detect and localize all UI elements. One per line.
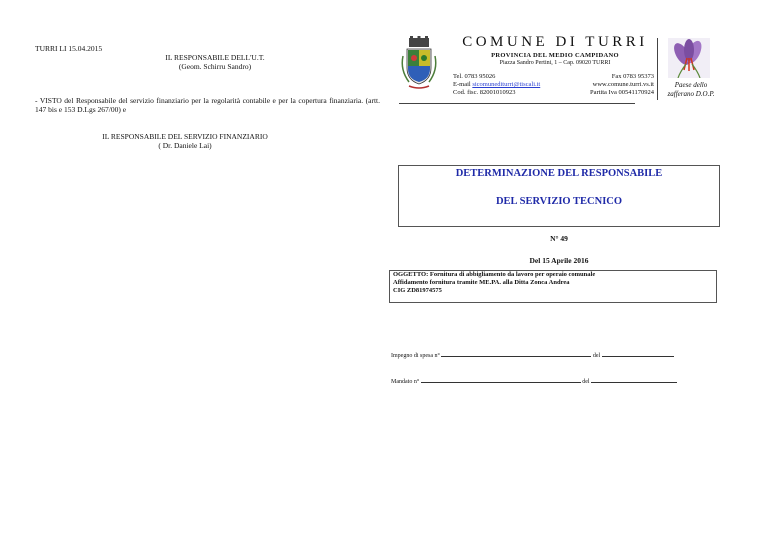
contact-left-block	[453, 73, 573, 97]
determinazione-number: N° 49	[550, 234, 568, 243]
impegno-line	[391, 350, 674, 359]
determinazione-title-line-1: DETERMINAZIONE DEL RESPONSABILE	[455, 168, 663, 179]
paese-zafferano-caption	[660, 81, 722, 99]
impegno-number-blank[interactable]	[441, 350, 591, 357]
responsabile-ut-name: (Geom. Schirru Sandro)	[178, 62, 252, 71]
determinazione-date: Del 15 Aprile 2016	[529, 256, 589, 265]
paese-line-2: zafferano D.O.P.	[667, 90, 715, 98]
mandato-del-label: del	[582, 379, 590, 385]
determinazione-title-line-2: DEL SERVIZIO TECNICO	[495, 196, 623, 207]
visto-paragraph: - VISTO del Responsabile del servizio finanziario per la regolarità contabile e per la copertura finanziaria. (artt. 147 bis e 153 D.Lgs 267/00) e	[35, 96, 380, 114]
comune-title: COMUNE DI TURRI	[462, 34, 648, 50]
impegno-label: Impegno di spesa n°	[391, 353, 440, 359]
responsabile-finanziario-block	[100, 132, 270, 150]
oggetto-line-2: Affidamento fornitura tramite ME.PA. alla Ditta Zonca Andrea	[393, 279, 570, 286]
saffron-flower-icon	[668, 38, 710, 78]
impegno-date-blank[interactable]	[602, 350, 674, 357]
email-line	[453, 81, 573, 89]
oggetto-line-1: OGGETTO: Fornitura di abbigliamento da lavoro per operaio comunale	[393, 271, 596, 278]
responsabile-finanziario-title: IL RESPONSABILE DEL SERVIZIO FINANZIARIO	[102, 132, 268, 141]
paese-line-1: Paese dello	[674, 81, 708, 89]
responsabile-ut-title: IL RESPONSABILE DELL'U.T.	[165, 53, 265, 62]
letterhead-vertical-divider	[657, 38, 658, 100]
mandato-label: Mandato n°	[391, 379, 420, 385]
impegno-del-label: del	[592, 353, 601, 359]
codice-fiscale: Cod. fisc. 82001010923	[453, 89, 516, 96]
telephone: Tel. 0783 95026	[453, 73, 496, 80]
mandato-number-blank[interactable]	[421, 376, 581, 383]
letterhead-divider	[399, 103, 635, 104]
oggetto-line-3: CIG ZD81974575	[393, 287, 442, 294]
email-label: E-mail	[453, 81, 471, 88]
provincia-line: PROVINCIA DEL MEDIO CAMPIDANO	[491, 52, 619, 59]
oggetto-text	[393, 271, 713, 295]
contact-right-block	[562, 73, 654, 97]
mandato-line	[391, 376, 677, 385]
responsabile-finanziario-name: ( Dr. Daniele Lai)	[158, 141, 212, 150]
fax: Fax 0783 95373	[611, 73, 654, 80]
responsabile-ut-block	[160, 53, 270, 71]
document-date: TURRI LI 15.04.2015	[35, 44, 103, 53]
municipal-crest-icon	[399, 36, 439, 92]
partita-iva: Partita Iva 00541170924	[589, 89, 654, 96]
website[interactable]: www.comune.turri.vs.it	[592, 81, 654, 88]
address-line: Piazza Sandro Pertini, 1 – Cap. 09020 TURRI	[499, 60, 611, 66]
email-link[interactable]: sicomunediturri@tiscali.it	[472, 81, 541, 88]
mandato-date-blank[interactable]	[591, 376, 677, 383]
